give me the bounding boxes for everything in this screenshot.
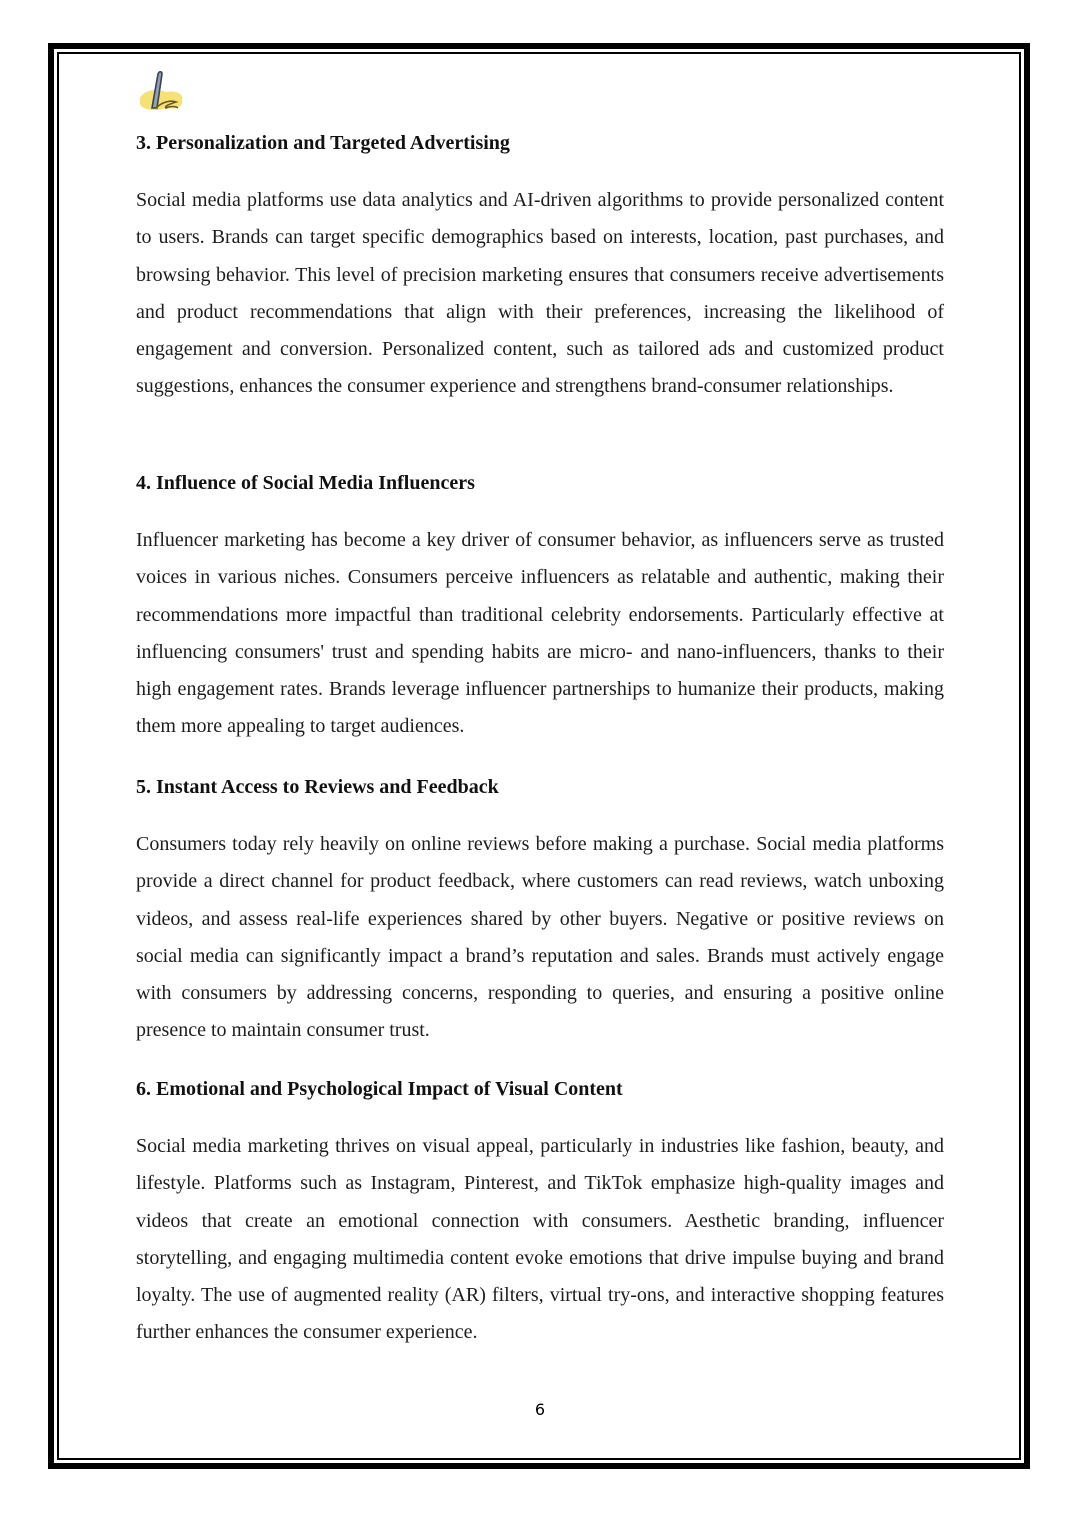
- section-heading: 4. Influence of Social Media Influencers: [136, 472, 475, 494]
- page-number: 6: [534, 1400, 546, 1419]
- section-heading: 5. Instant Access to Reviews and Feedback: [136, 776, 499, 798]
- section-paragraph: Influencer marketing has become a key driver of consumer behavior, as influencers serve as trusted voices in various niches. Consumers perceive influencers as relatable and authentic, making their recommendations more impactful than traditional celebrity endorsements. Particularly effective at influencing consumers' trust and spending habits are micro- and nano-influencers, thanks to their high engagement rates. Brands leverage influencer partnerships to humanize their products, making them more appealing to target audiences.: [136, 529, 944, 738]
- section-paragraph: Social media marketing thrives on visual appeal, particularly in industries like fashion, beauty, and lifestyle. Platforms such as Instagram, Pinterest, and TikTok emphasize high-quality images and videos that create an emotional connection with consumers. Aesthetic branding, influencer storytelling, and engaging multimedia content evoke emotions that drive impulse buying and brand loyalty. The use of augmented reality (AR) filters, virtual try-ons, and interactive shopping features further enhances the consumer experience.: [136, 1135, 944, 1344]
- section-paragraph: Social media platforms use data analytics and AI-driven algorithms to provide personalized content to users. Brands can target specific demographics based on interests, location, past purchases, and browsing behavior. This level of precision marketing ensures that consumers receive advertisements and product recommendations that align with their preferences, increasing the likelihood of engagement and conversion. Personalized content, such as tailored ads and customized product suggestions, enhances the consumer experience and strengthens brand-consumer relationships.: [136, 189, 944, 398]
- section-heading: 6. Emotional and Psychological Impact of Visual Content: [136, 1078, 623, 1100]
- section-heading: 3. Personalization and Targeted Advertising: [136, 132, 510, 154]
- section-paragraph: Consumers today rely heavily on online reviews before making a purchase. Social media platforms provide a direct channel for product feedback, where customers can read reviews, watch unboxing videos, and assess real-life experiences shared by other buyers. Negative or positive reviews on social media can significantly impact a brand’s reputation and sales. Brands must actively engage with consumers by addressing concerns, responding to queries, and ensuring a positive online presence to maintain consumer trust.: [136, 833, 944, 1042]
- pen-writing-icon: [136, 68, 188, 116]
